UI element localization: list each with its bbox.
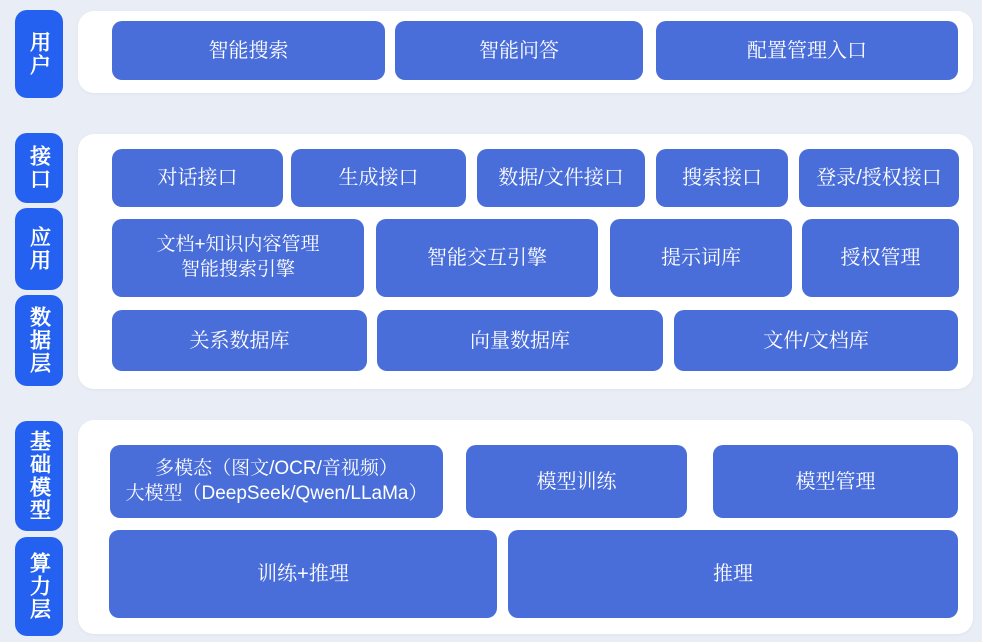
node-dialog-api: 对话接口 bbox=[112, 149, 283, 207]
node-doc-knowledge-search-engine bbox=[112, 219, 364, 297]
node-doc-knowledge-line2: 智能搜索引擎 bbox=[180, 259, 295, 280]
node-login-auth-api: 登录/授权接口 bbox=[799, 149, 959, 207]
node-multimodal-line1: 多模态（图文/OCR/音视频） bbox=[155, 457, 398, 479]
tab-data-layer: 数据层 bbox=[15, 295, 63, 386]
tab-user-layer: 用户 bbox=[15, 10, 63, 98]
node-intelligent-interaction-engine: 智能交互引擎 bbox=[376, 219, 598, 297]
node-relational-database: 关系数据库 bbox=[112, 310, 367, 371]
node-data-file-api: 数据/文件接口 bbox=[477, 149, 645, 207]
node-auth-management: 授权管理 bbox=[802, 219, 959, 297]
tab-base-model-layer: 基础模型 bbox=[15, 421, 63, 531]
node-training-inference: 训练+推理 bbox=[109, 530, 497, 618]
node-model-training: 模型训练 bbox=[466, 445, 687, 518]
node-intelligent-qa: 智能问答 bbox=[395, 21, 643, 80]
node-generation-api: 生成接口 bbox=[291, 149, 466, 207]
user-layer-panel bbox=[78, 11, 973, 93]
tab-application-layer: 应用 bbox=[15, 208, 63, 290]
node-multimodal-large-model bbox=[110, 445, 443, 518]
node-intelligent-search: 智能搜索 bbox=[112, 21, 385, 80]
interface-app-data-panel bbox=[78, 134, 973, 389]
node-file-document-library: 文件/文档库 bbox=[674, 310, 958, 371]
model-compute-panel bbox=[78, 420, 973, 634]
node-inference: 推理 bbox=[508, 530, 958, 618]
node-multimodal-line2: 大模型（DeepSeek/Qwen/LLaMa） bbox=[125, 482, 428, 504]
tab-interface-layer: 接口 bbox=[15, 133, 63, 203]
node-doc-knowledge-line1: 文档+知识内容管理 bbox=[156, 234, 320, 256]
node-prompt-library: 提示词库 bbox=[610, 219, 792, 297]
node-config-management-entry: 配置管理入口 bbox=[656, 21, 958, 80]
tab-compute-layer: 算力层 bbox=[15, 537, 63, 636]
node-search-api: 搜索接口 bbox=[656, 149, 788, 207]
node-vector-database: 向量数据库 bbox=[377, 310, 663, 371]
node-model-management: 模型管理 bbox=[713, 445, 958, 518]
